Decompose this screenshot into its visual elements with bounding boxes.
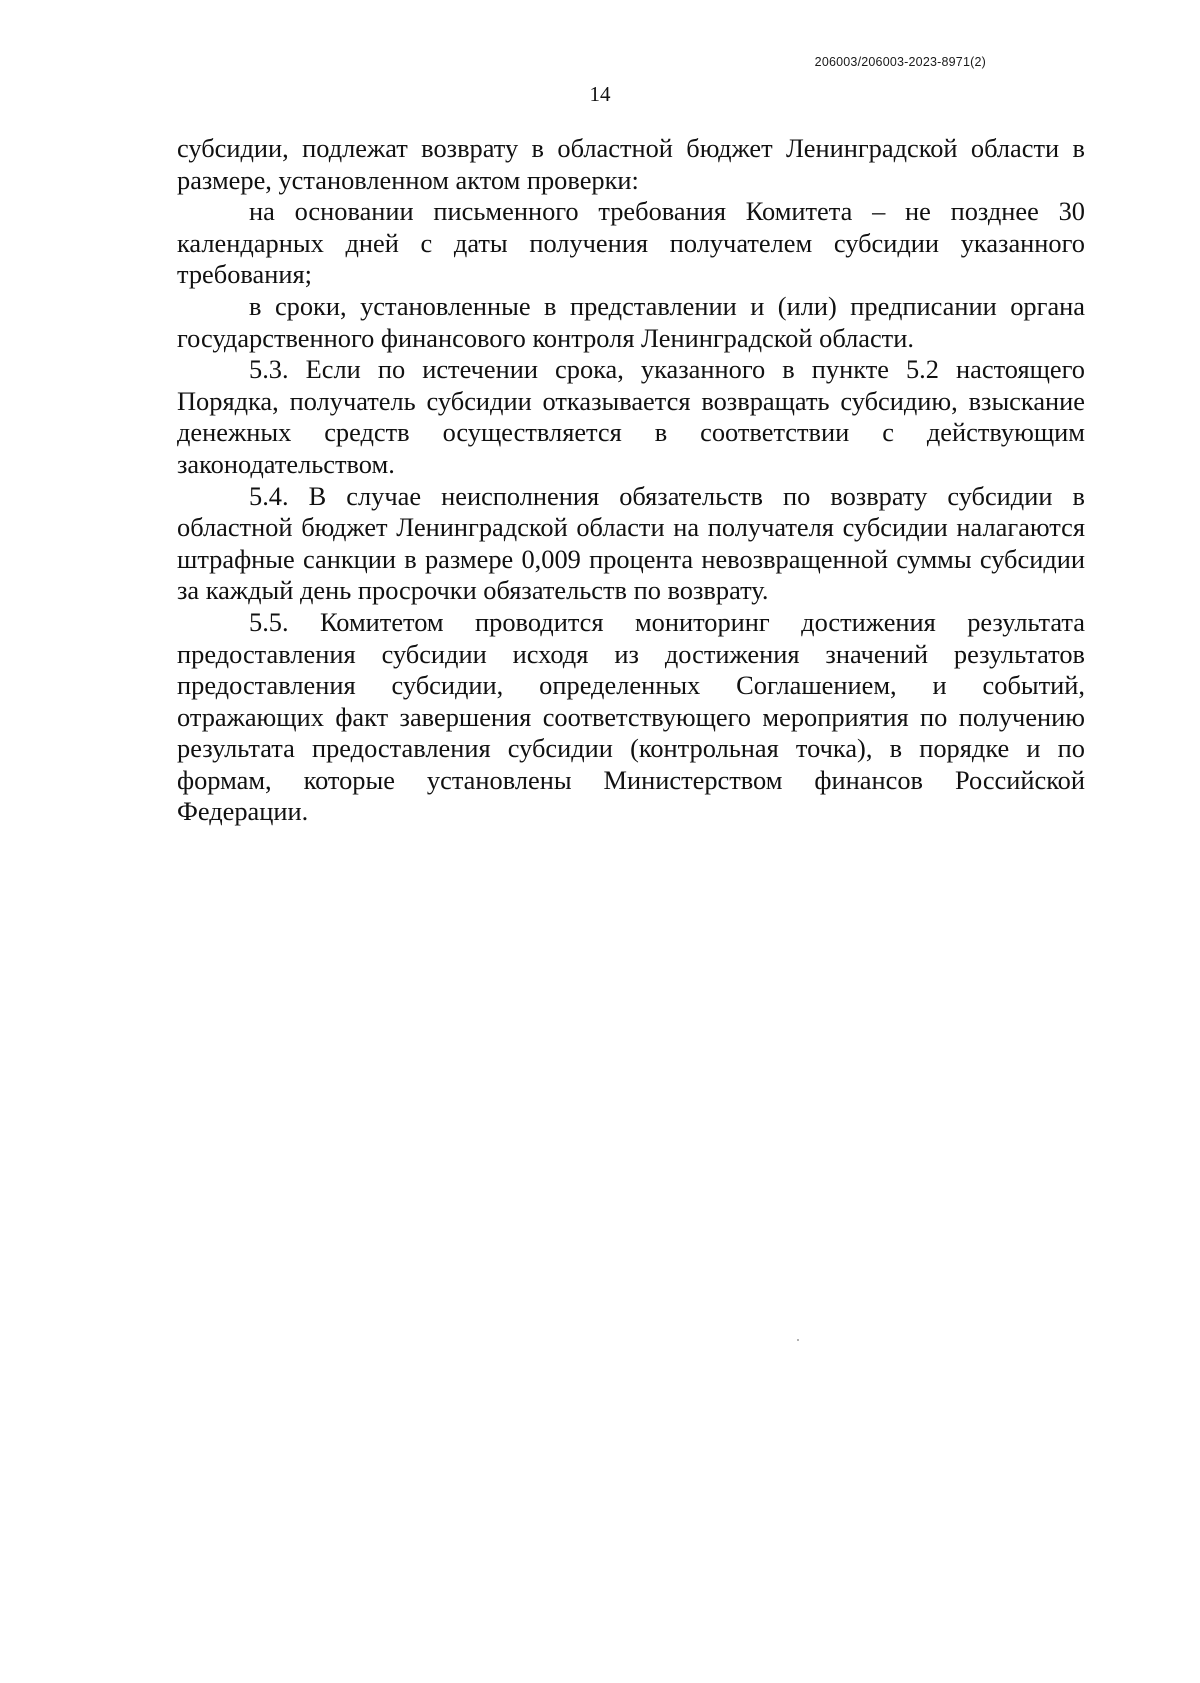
paragraph-5-3: 5.3. Если по истечении срока, указанного в пункте 5.2 настоящего Порядка, получатель субсидии отказывается возвращать субсидию, взыскание денежных средств осуществляется в соответствии с действующим законодательством. [177,354,1085,479]
document-registration-number: 206003/206003-2023-8971(2) [814,55,986,69]
paragraph-committee-requirement: на основании письменного требования Комитета – не позднее 30 календарных дней с даты получения получателем субсидии указанного требования; [177,196,1085,290]
scan-artifact-dot [797,1339,799,1341]
document-body [177,133,1085,828]
paragraph-control-deadlines: в сроки, установленные в представлении и (или) предписании органа государственного финансового контроля Ленинградской области. [177,290,1085,353]
paragraph-5-4: 5.4. В случае неисполнения обязательств по возврату субсидии в областной бюджет Ленинградской области на получателя субсидии налагаются штрафные санкции в размере 0,009 процента невозвращенной суммы субсидии за каждый день просрочки обязательств по возврату. [177,480,1085,606]
paragraph-5-5: 5.5. Комитетом проводится мониторинг достижения результата предоставления субсидии исходя из достижения значений результатов предоставления субсидии, определенных Соглашением, и событий, отражающих факт завершения соответствующего мероприятия по получению результата предоставления субсидии (контрольная точка), в порядке и по формам, которые установлены Министерством финансов Российской Федерации. [177,606,1085,827]
page-number: 14 [589,82,611,106]
paragraph-continuation: субсидии, подлежат возврату в областной бюджет Ленинградской области в размере, установленном актом проверки: [177,133,1085,195]
